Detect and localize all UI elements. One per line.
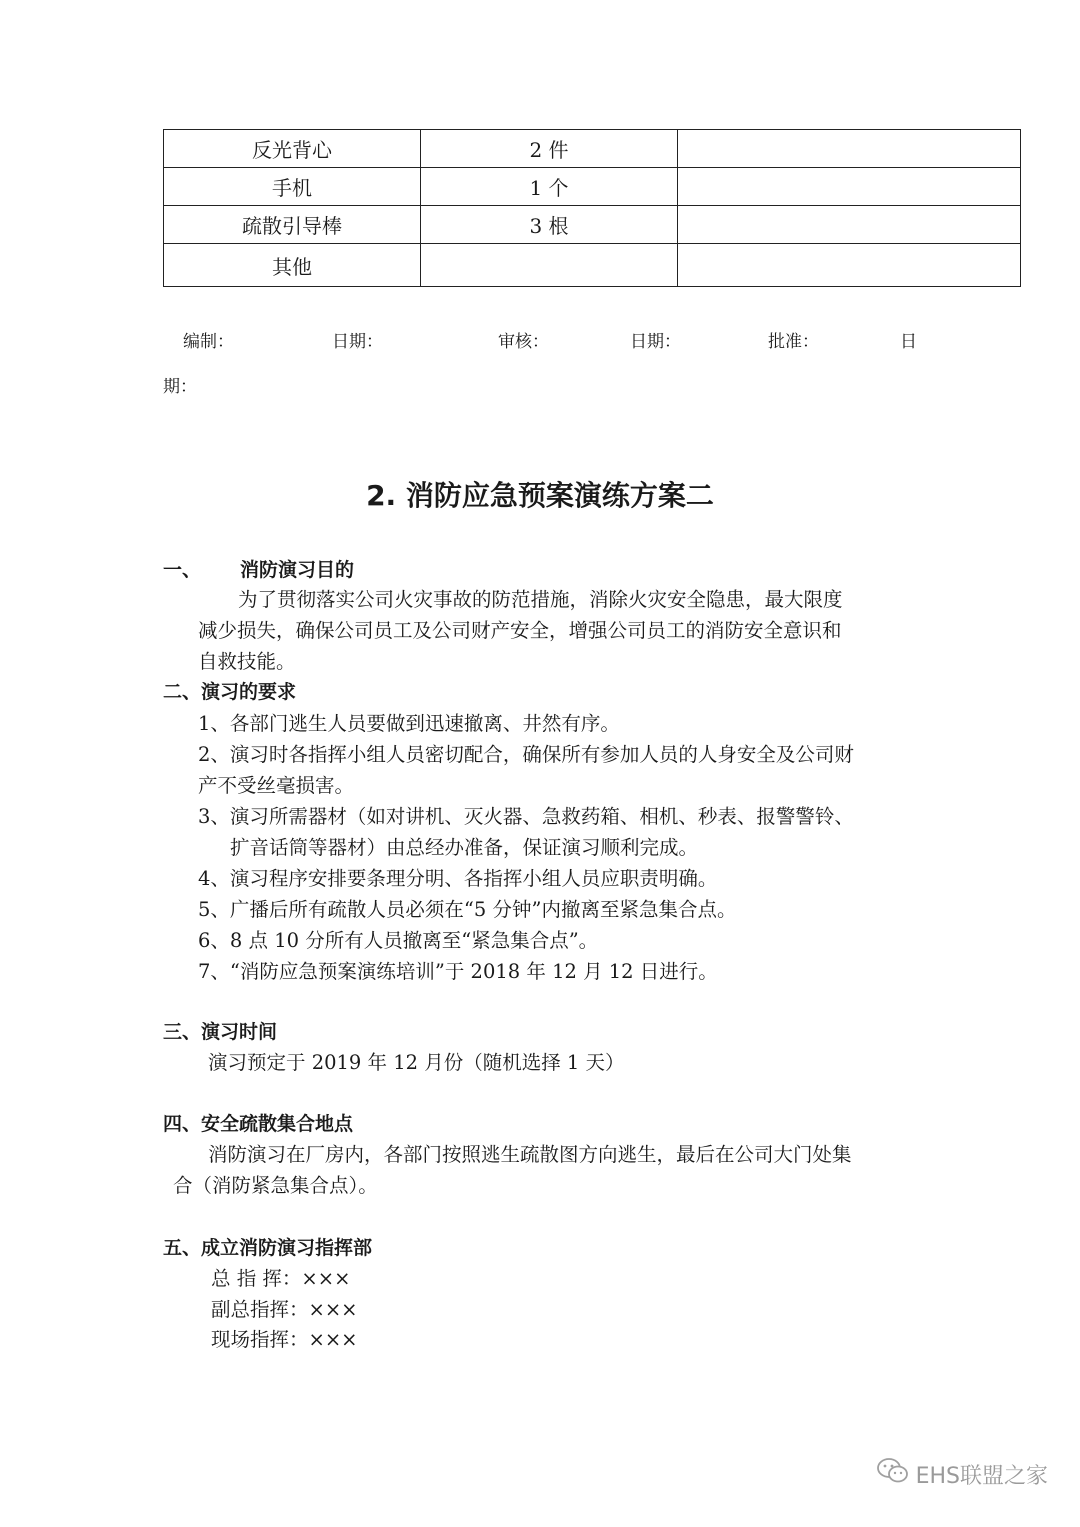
signoff-row	[0, 327, 1080, 351]
table-cell-qty: 3 根	[421, 206, 678, 244]
paragraph-line: 减少损失，确保公司员工及公司财产安全，增强公司员工的消防安全意识和	[198, 619, 842, 642]
table-cell-item: 手机	[164, 168, 421, 206]
equipment-table	[163, 129, 1021, 287]
table-row	[164, 130, 1021, 168]
section-heading: 消防演习目的	[240, 559, 355, 581]
table-cell-item: 疏散引导棒	[164, 206, 421, 244]
section-number: 一、	[163, 559, 202, 581]
wechat-icon	[876, 1456, 910, 1492]
list-item: 总 指 挥：×××	[211, 1267, 351, 1290]
signoff-date-part: 日	[900, 332, 917, 352]
paragraph-line: 演习预定于 2019 年 12 月份（随机选择 1 天）	[208, 1051, 625, 1074]
table-cell-qty: 1 个	[421, 168, 678, 206]
list-item: 6、8 点 10 分所有人员撤离至“紧急集合点”。	[198, 929, 599, 952]
paragraph-line: 消防演习在厂房内，各部门按照逃生疏散图方向逃生，最后在公司大门处集	[208, 1143, 852, 1166]
paragraph-line: 为了贯彻落实公司火灾事故的防范措施，消除火灾安全隐患，最大限度	[238, 588, 843, 611]
list-item: 1、各部门逃生人员要做到迅速撤离、井然有序。	[198, 712, 620, 735]
table-cell-note	[678, 206, 1021, 244]
section-heading: 三、演习时间	[163, 1021, 278, 1043]
list-item: 4、演习程序安排要条理分明、各指挥小组人员应职责明确。	[198, 867, 718, 890]
signoff-date: 日期：	[332, 332, 383, 352]
table-row	[164, 206, 1021, 244]
list-item: 现场指挥：×××	[211, 1328, 358, 1351]
signoff-date: 日期：	[630, 332, 681, 352]
list-item: 扩音话筒等器材）由总经办准备，保证演习顺利完成。	[230, 836, 699, 859]
table-row	[164, 244, 1021, 287]
table-cell-qty	[421, 244, 678, 287]
table-row	[164, 168, 1021, 206]
paragraph-line: 合（消防紧急集合点）。	[173, 1174, 378, 1197]
table-cell-item: 其他	[164, 244, 421, 287]
table-cell-note	[678, 244, 1021, 287]
signoff-compile: 编制：	[183, 332, 234, 352]
list-item: 产不受丝毫损害。	[198, 774, 355, 797]
section-heading: 二、演习的要求	[163, 681, 297, 703]
list-item: 2、演习时各指挥小组人员密切配合，确保所有参加人员的人身安全及公司财	[198, 743, 854, 766]
list-item: 3、演习所需器材（如对讲机、灭火器、急救药箱、相机、秒表、报警警铃、	[198, 805, 854, 828]
section-heading: 五、成立消防演习指挥部	[163, 1237, 373, 1259]
table-cell-note	[678, 130, 1021, 168]
table-cell-qty: 2 件	[421, 130, 678, 168]
section-heading: 四、安全疏散集合地点	[163, 1113, 354, 1135]
page-title: 2. 消防应急预案演练方案二	[366, 479, 714, 512]
signoff-review: 审核：	[498, 332, 549, 352]
table-cell-note	[678, 168, 1021, 206]
table-cell-item: 反光背心	[164, 130, 421, 168]
signoff-approve: 批准：	[768, 332, 819, 352]
list-item: 7、“消防应急预案演练培训”于 2018 年 12 月 12 日进行。	[198, 960, 718, 983]
watermark	[876, 1456, 1048, 1492]
list-item: 副总指挥：×××	[211, 1298, 358, 1321]
signoff-date-part: 期：	[163, 377, 197, 397]
list-item: 5、广播后所有疏散人员必须在“5 分钟”内撤离至紧急集合点。	[198, 898, 737, 921]
paragraph-line: 自救技能。	[198, 650, 296, 673]
watermark-text: EHS联盟之家	[915, 1463, 1048, 1489]
